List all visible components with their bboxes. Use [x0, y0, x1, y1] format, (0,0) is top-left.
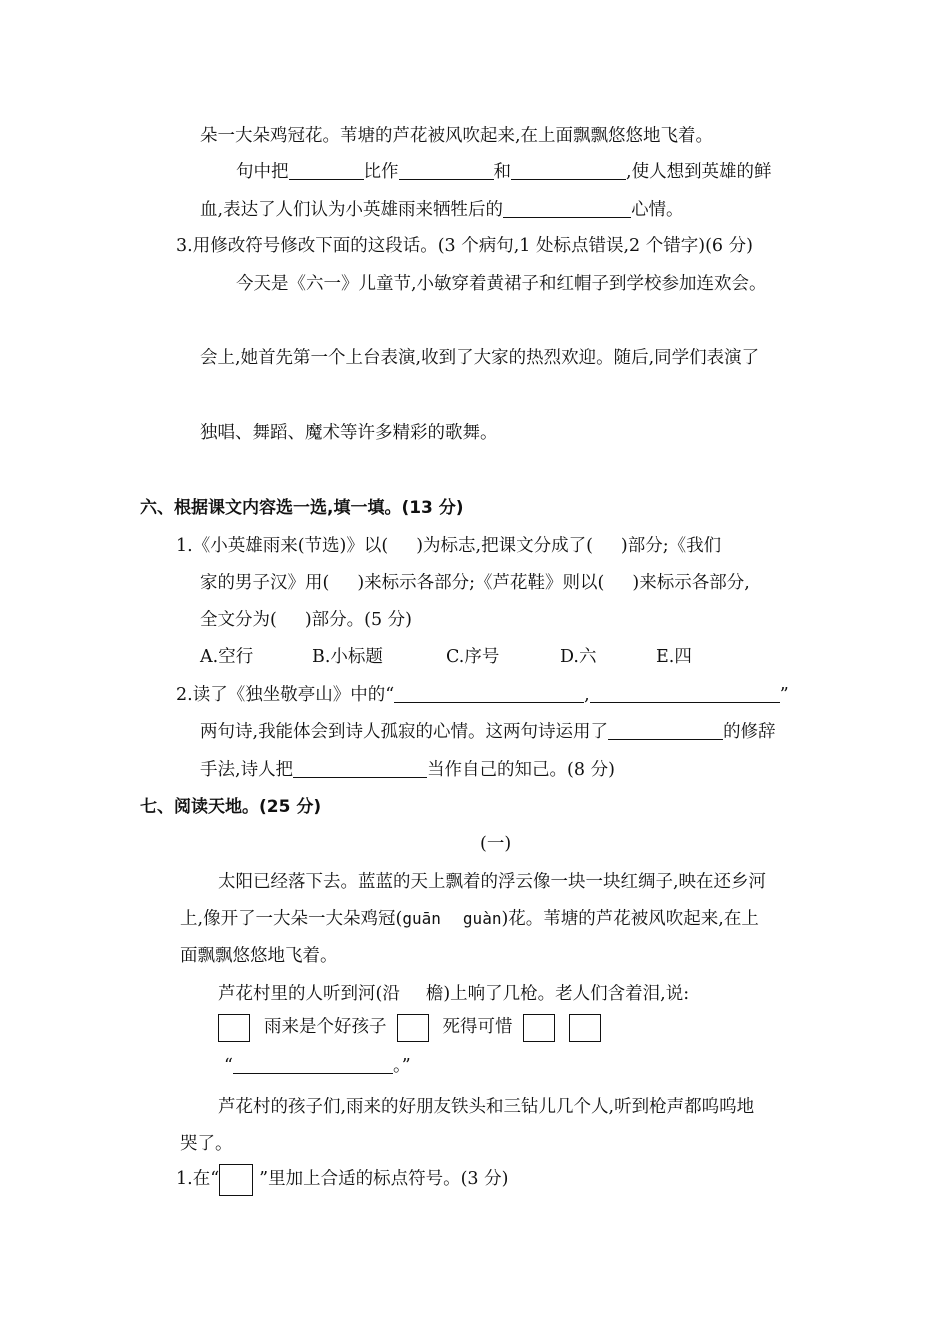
fill-blank[interactable] — [511, 161, 626, 180]
fill-blank[interactable] — [399, 161, 494, 180]
q5-2-text-c: 和 — [493, 162, 511, 182]
reading-p1-line-1: 太阳已经落下去。蓝蓝的天上飘着的浮云像一块一块红绸子,映在还乡河 — [218, 872, 767, 892]
q5-2-line-2 — [200, 198, 684, 222]
reading-p2-line-2 — [218, 1012, 601, 1042]
q6-1-text-f: )来标示各部分, — [632, 573, 750, 593]
q6-1-text-g: 全文分为( — [200, 610, 277, 630]
q6-2-text-g: 当作自己的知己。(8 分) — [427, 760, 615, 780]
fill-blank[interactable] — [233, 1055, 393, 1074]
q7-1-line — [176, 1162, 508, 1196]
q6-2-text-e: 的修辞 — [723, 722, 776, 742]
q5-3-title: 3.用修改符号修改下面的这段话。(3 个病句,1 处标点错误,2 个错字)(6 分) — [176, 236, 753, 256]
q6-1-option-b: B.小标题 — [312, 647, 383, 667]
reading-p1-text-a: 上,像开了一大朵一大朵鸡冠( — [180, 909, 403, 929]
q5-3-paragraph-line-2: 会上,她首先第一个上台表演,收到了大家的热烈欢迎。随后,同学们表演了 — [200, 348, 760, 368]
q7-1-text-a: 1.在“ — [176, 1169, 220, 1189]
reading-p2-line-3 — [224, 1054, 411, 1078]
fill-blank[interactable] — [289, 161, 364, 180]
fill-blank[interactable] — [608, 721, 723, 740]
punctuation-box[interactable] — [569, 1014, 601, 1042]
reading-p2-text-c: 雨来是个好孩子 — [264, 1017, 387, 1037]
q6-1-text-e: )来标示各部分;《芦花鞋》则以( — [357, 573, 605, 593]
q6-1-option-e: E.四 — [656, 647, 692, 667]
q6-2-line-1 — [176, 683, 789, 707]
reading-p3-line-2: 哭了。 — [180, 1134, 233, 1154]
reading-p2-text-d: 死得可惜 — [442, 1017, 513, 1037]
q5-2-text-d: ,使人想到英雄的鲜 — [626, 162, 772, 182]
punctuation-box[interactable] — [219, 1164, 253, 1196]
close-quote: 。” — [392, 1056, 411, 1076]
pinyin-option-2[interactable]: guàn — [462, 909, 502, 928]
q6-2-text-d: 两句诗,我能体会到诗人孤寂的心情。这两句诗运用了 — [200, 722, 609, 742]
q6-1-line-3 — [200, 608, 412, 632]
reading-p2-line-1 — [218, 982, 689, 1006]
q6-1-text-b: )为标志,把课文分成了( — [416, 536, 593, 556]
pinyin-option-1[interactable]: guān — [402, 909, 441, 928]
q6-1-option-d: D.六 — [560, 647, 597, 667]
open-quote: “ — [224, 1056, 233, 1076]
q6-1-text-h: )部分。(5 分) — [304, 610, 413, 630]
q6-2-text-f: 手法,诗人把 — [200, 760, 294, 780]
reading-p2-text-a: 芦花村里的人听到河(沿 — [218, 984, 400, 1004]
q5-2-line-1 — [236, 160, 772, 184]
reading-p1-line-2 — [180, 907, 759, 931]
q6-1-text-d: 家的男子汉》用( — [200, 573, 330, 593]
q6-1-line-2 — [200, 571, 750, 595]
reading-p2-text-b: 檐)上响了几枪。老人们含着泪,说: — [425, 984, 690, 1004]
q5-text-line-1: 朵一大朵鸡冠花。苇塘的芦花被风吹起来,在上面飘飘悠悠地飞着。 — [200, 126, 714, 146]
q5-3-paragraph-line-1: 今天是《六一》儿童节,小敏穿着黄裙子和红帽子到学校参加连欢会。 — [236, 274, 767, 294]
q6-1-option-c: C.序号 — [446, 647, 500, 667]
punctuation-box[interactable] — [523, 1014, 555, 1042]
q5-2-text-a: 句中把 — [236, 162, 289, 182]
q6-2-text-a: 2.读了《独坐敬亭山》中的“ — [176, 685, 395, 705]
q6-2-line-2 — [200, 720, 776, 744]
reading-section-title: (一) — [480, 834, 512, 854]
q6-2-text-c: ” — [779, 685, 789, 705]
q6-1-text-c: )部分;《我们 — [620, 536, 722, 556]
reading-p1-line-3: 面飘飘悠悠地飞着。 — [180, 946, 338, 966]
q6-2-line-3 — [200, 758, 615, 782]
q6-1-line-1 — [176, 534, 721, 558]
fill-blank[interactable] — [503, 199, 631, 218]
section-6-heading: 六、根据课文内容选一选,填一填。(13 分) — [140, 498, 464, 518]
q6-1-option-a: A.空行 — [200, 647, 254, 667]
q7-1-text-b: ”里加上合适的标点符号。(3 分) — [259, 1169, 509, 1189]
fill-blank[interactable] — [590, 684, 780, 703]
q6-1-text-a: 1.《小英雄雨来(节选)》以( — [176, 536, 389, 556]
fill-blank[interactable] — [293, 759, 427, 778]
q5-2-text-f: 心情。 — [631, 200, 684, 220]
reading-p1-text-b: )花。苇塘的芦花被风吹起来,在上 — [501, 909, 759, 929]
q5-3-paragraph-line-3: 独唱、舞蹈、魔术等许多精彩的歌舞。 — [200, 423, 498, 443]
reading-p3-line-1: 芦花村的孩子们,雨来的好朋友铁头和三钻儿几个人,听到枪声都呜呜地 — [218, 1097, 755, 1117]
section-7-heading: 七、阅读天地。(25 分) — [140, 797, 322, 817]
punctuation-box[interactable] — [218, 1014, 250, 1042]
punctuation-box[interactable] — [397, 1014, 429, 1042]
q5-2-text-e: 血,表达了人们认为小英雄雨来牺牲后的 — [200, 200, 504, 220]
q5-2-text-b: 比作 — [363, 162, 399, 182]
fill-blank[interactable] — [394, 684, 584, 703]
q6-2-text-b: , — [584, 685, 590, 705]
